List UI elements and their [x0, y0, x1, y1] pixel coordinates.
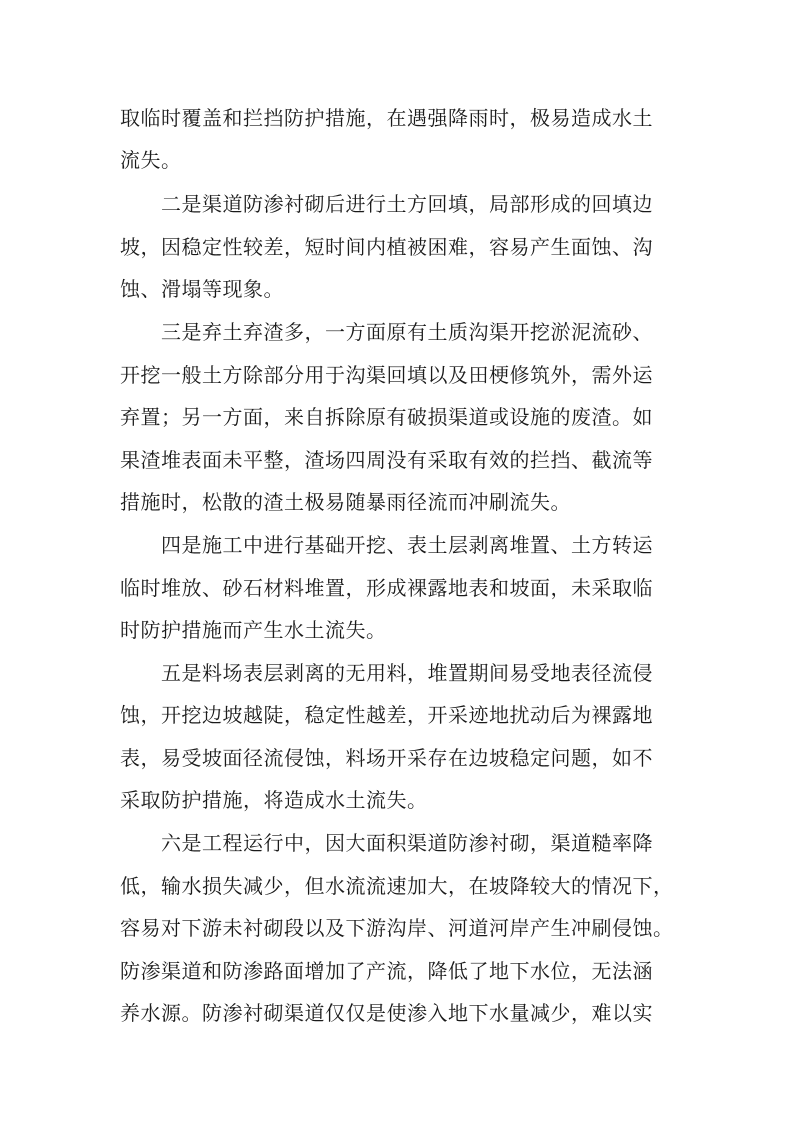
paragraph-start-line: 四是施工中进行基础开挖、表土层剥离堆置、土方转运 [161, 533, 653, 557]
text-line: 果渣堆表面未平整，渣场四周没有采取有效的拦挡、截流等 [120, 448, 653, 472]
text-line: 表，易受坡面径流侵蚀，料场开采存在边坡稳定问题，如不 [120, 746, 653, 770]
paragraph-start-line: 六是工程运行中，因大面积渠道防渗衬砌，渠道糙率降 [161, 831, 653, 855]
text-line: 蚀、滑塌等现象。 [120, 277, 284, 301]
text-line: 临时堆放、砂石材料堆置，形成裸露地表和坡面，未采取临 [120, 576, 653, 600]
text-line: 流失。 [120, 148, 182, 172]
text-line: 弃置；另一方面，来自拆除原有破损渠道或设施的废渣。如 [120, 405, 653, 429]
text-line: 蚀，开挖边坡越陡，稳定性越差，开采迹地扰动后为裸露地 [120, 703, 653, 727]
text-line: 措施时，松散的渣土极易随暴雨径流而冲刷流失。 [120, 490, 571, 514]
text-line: 坡，因稳定性较差，短时间内植被困难，容易产生面蚀、沟 [120, 235, 653, 259]
text-line: 开挖一般土方除部分用于沟渠回填以及田梗修筑外，需外运 [120, 363, 653, 387]
text-line: 容易对下游未衬砌段以及下游沟岸、河道河岸产生冲刷侵蚀。 [120, 916, 674, 940]
text-line: 采取防护措施，将造成水土流失。 [120, 788, 428, 812]
text-line: 时防护措施而产生水土流失。 [120, 618, 387, 642]
paragraph-start-line: 二是渠道防渗衬砌后进行土方回填，局部形成的回填边 [161, 192, 653, 216]
paragraph-start-line: 三是弃土弃渣多，一方面原有土质沟渠开挖淤泥流砂、 [161, 320, 653, 344]
paragraph-start-line: 五是料场表层剥离的无用料，堆置期间易受地表径流侵 [161, 661, 653, 685]
text-line: 养水源。防渗衬砌渠道仅仅是使渗入地下水量减少，难以实 [120, 1001, 653, 1025]
text-line: 取临时覆盖和拦挡防护措施，在遇强降雨时，极易造成水土 [120, 106, 653, 130]
text-line: 低，输水损失减少，但水流流速加大，在坡降较大的情况下， [120, 874, 674, 898]
text-line: 防渗渠道和防渗路面增加了产流，降低了地下水位，无法涵 [120, 959, 653, 983]
